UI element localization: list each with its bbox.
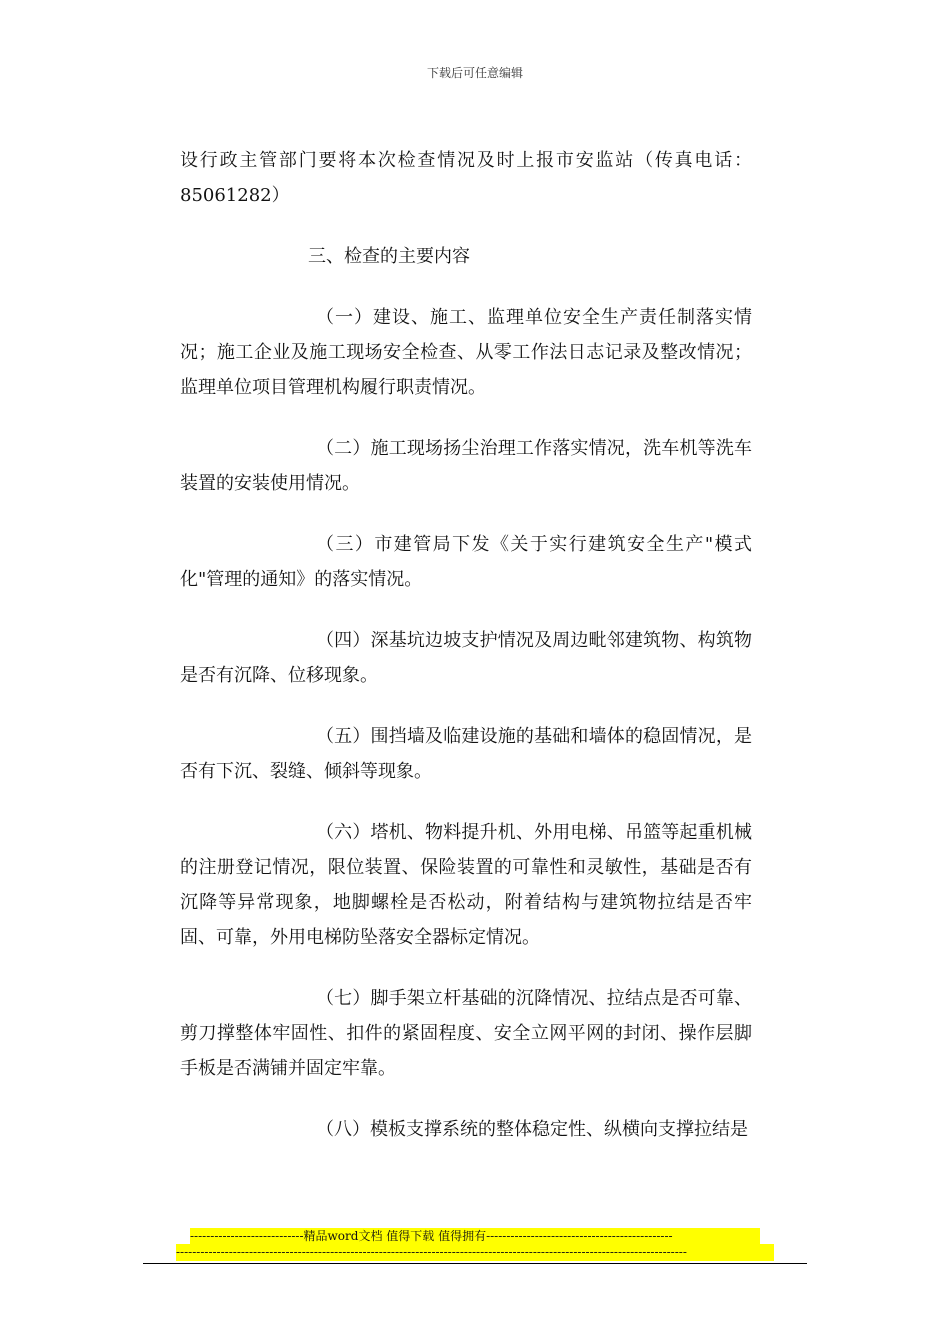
item-paragraph-1: （一）建设、施工、监理单位安全生产责任制落实情况；施工企业及施工现场安全检查、从零工作法日志记录及整改情况；监理单位项目管理机构履行职责情况。 [180, 307, 752, 398]
page-header-note: 下载后可任意编辑 [426, 66, 523, 80]
item-paragraph-3: （三）市建管局下发《关于实行建筑安全生产"模式化"管理的通知》的落实情况。 [180, 534, 752, 590]
footer-banner-line-2: ------------------------------------------------------------------------------------------------------------------------------ [176, 1244, 774, 1261]
item-paragraph-7: （七）脚手架立杆基础的沉降情况、拉结点是否可靠、剪刀撑整体牢固性、扣件的紧固程度、安全立网平网的封闭、操作层脚手板是否满铺并固定牢靠。 [180, 988, 752, 1079]
item-paragraph-8: （八）模板支撑系统的整体稳定性、纵横向支撑拉结是 [316, 1119, 748, 1140]
item-paragraph-6: （六）塔机、物料提升机、外用电梯、吊篮等起重机械的注册登记情况，限位装置、保险装置的可靠性和灵敏性，基础是否有沉降等异常现象，地脚螺栓是否松动，附着结构与建筑物拉结是否牢固、可靠，外用电梯防坠落安全器标定情况。 [180, 822, 752, 948]
footer-banner-line-1: ----------------------------精品word文档 值得下载 值得拥有---------------------------------------------- [190, 1228, 760, 1245]
section-heading: 三、检查的主要内容 [308, 246, 470, 267]
item-paragraph-4: （四）深基坑边坡支护情况及周边毗邻建筑物、构筑物是否有沉降、位移现象。 [180, 630, 752, 686]
intro-paragraph: 设行政主管部门要将本次检查情况及时上报市安监站（传真电话：85061282） [180, 150, 752, 206]
document-body [180, 143, 752, 1147]
item-paragraph-2: （二）施工现场扬尘治理工作落实情况，洗车机等洗车装置的安装使用情况。 [180, 438, 752, 494]
footer-divider [143, 1263, 807, 1264]
item-paragraph-5: （五）围挡墙及临建设施的基础和墙体的稳固情况，是否有下沉、裂缝、倾斜等现象。 [180, 726, 752, 782]
